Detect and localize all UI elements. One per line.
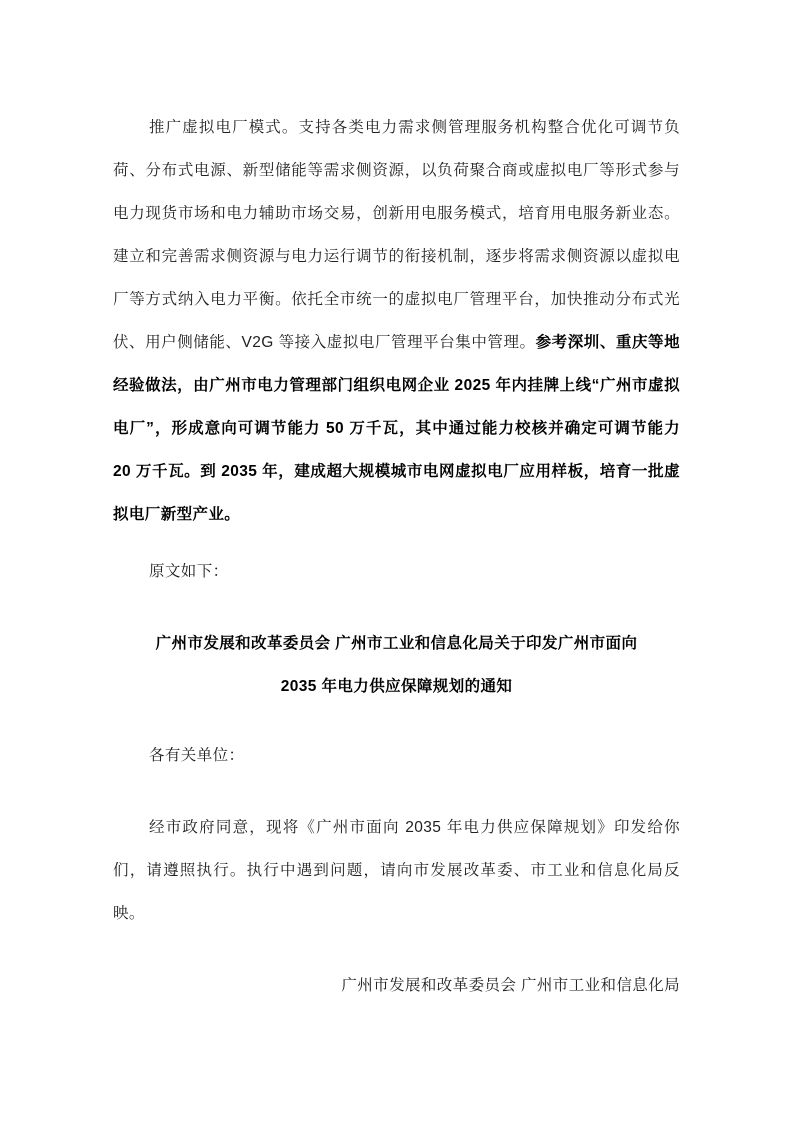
paragraph-vpp <box>113 106 680 536</box>
notice-title-line2: 2035 年电力供应保障规划的通知 <box>280 678 513 695</box>
signature: 广州市发展和改革委员会 广州市工业和信息化局 <box>341 977 680 994</box>
notice-title-line1: 广州市发展和改革委员会 广州市工业和信息化局关于印发广州市面向 <box>155 635 638 652</box>
original-text-intro: 原文如下： <box>149 563 229 580</box>
notice-title <box>113 622 680 708</box>
notice-body: 经市政府同意，现将《广州市面向 2035 年电力供应保障规划》印发给你们，请遵照执行。执行中遇到问题，请向市发展改革委、市工业和信息化局反映。 <box>113 819 680 922</box>
salutation: 各有关单位： <box>149 747 245 764</box>
paragraph-vpp-bold-text: 参考深圳、重庆等地经验做法，由广州市电力管理部门组织电网企业 2025 年内挂牌上线“广州市虚拟电厂”，形成意向可调节能力 50 万千瓦，其中通过能力校核并确定可调节能力 20 万千瓦。到 2035 年，建成超大规模城市电网虚拟电厂应用样板，培育一批虚拟电厂新型产业。 <box>113 334 680 523</box>
paragraph-vpp-normal-text: 推广虚拟电厂模式。支持各类电力需求侧管理服务机构整合优化可调节负荷、分布式电源、新型储能等需求侧资源，以负荷聚合商或虚拟电厂等形式参与电力现货市场和电力辅助市场交易，创新用电服务模式，培育用电服务新业态。建立和完善需求侧资源与电力运行调节的衔接机制，逐步将需求侧资源以虚拟电厂等方式纳入电力平衡。依托全市统一的虚拟电厂管理平台，加快推动分布式光伏、用户侧储能、V2G 等接入虚拟电厂管理平台集中管理。 <box>113 119 680 351</box>
